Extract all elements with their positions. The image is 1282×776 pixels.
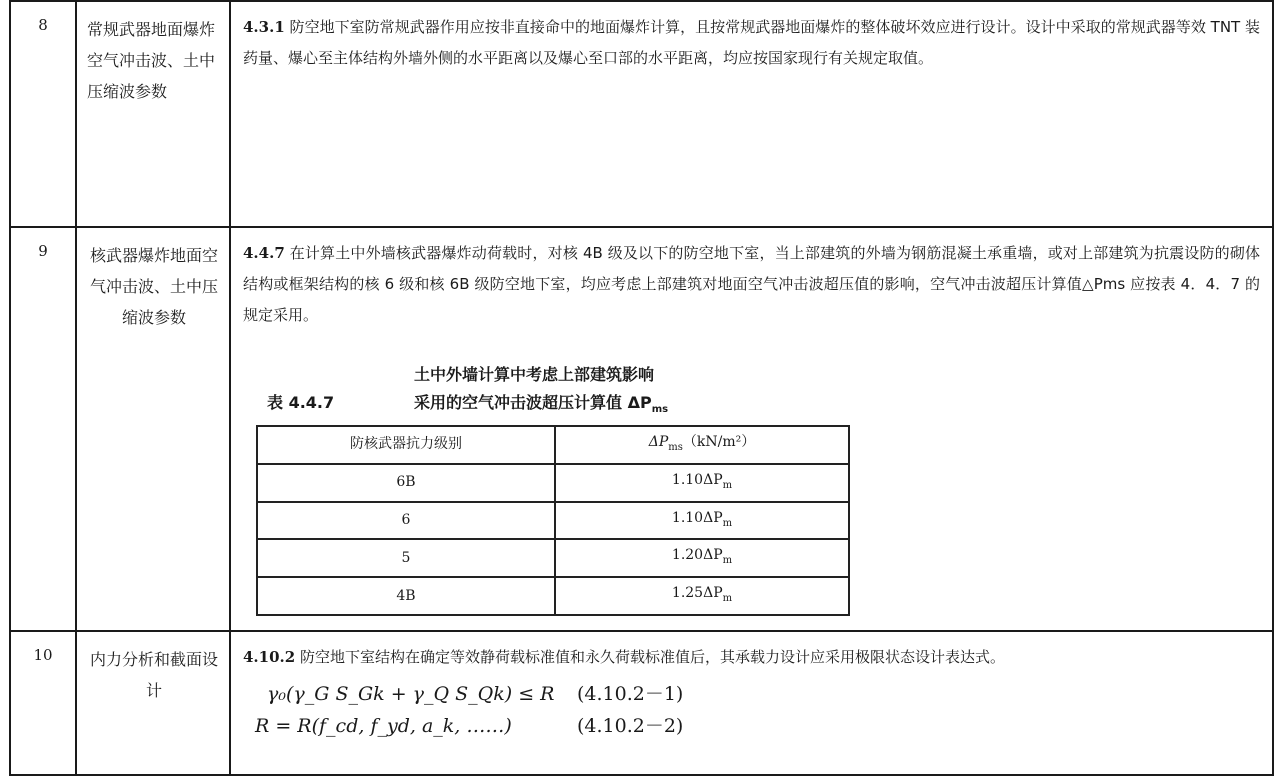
overpressure-value: $1.25\Delta P_m$ bbox=[555, 577, 849, 615]
formula-tag: (4.10.2－2) bbox=[577, 715, 684, 737]
clause-text bbox=[230, 1, 1273, 227]
resistance-level: 5 bbox=[257, 539, 555, 577]
subtable-number: 表 4.4.7 bbox=[267, 393, 335, 412]
clause-body: 防空地下室结构在确定等效静荷载标准值和永久荷载标准值后，其承载力设计应采用极限状态设计表达式。 bbox=[295, 648, 1005, 666]
item-name: 核武器爆炸地面空气冲击波、土中压缩波参数 bbox=[76, 227, 230, 631]
table-row bbox=[257, 539, 849, 577]
clause-number: 4.3.1 bbox=[243, 18, 285, 36]
clause-text bbox=[230, 631, 1273, 775]
clause-body: 防空地下室防常规武器作用应按非直接命中的地面爆炸计算，且按常规武器地面爆炸的整体破坏效应进行设计。设计中采取的常规武器等效 TNT 装药量、爆心至主体结构外墙外侧的水平距离以及爆心至口部的水平距离，均应按国家现行有关规定取值。 bbox=[243, 18, 1260, 67]
header-overpressure: $\Delta P_{ms}(kN/m^2)$ bbox=[555, 426, 849, 464]
row-number: 9 bbox=[10, 227, 76, 631]
formula-equation: γ₀(γ_G S_Gk + γ_Q S_Qk) ≤ R bbox=[267, 683, 555, 705]
table-row bbox=[10, 1, 1273, 227]
overpressure-value: $1.20\Delta P_m$ bbox=[555, 539, 849, 577]
overpressure-table bbox=[256, 425, 850, 616]
item-name: 常规武器地面爆炸空气冲击波、土中压缩波参数 bbox=[76, 1, 230, 227]
formula-row bbox=[243, 711, 1260, 743]
subtable-title-line1: 土中外墙计算中考虑上部建筑影响 bbox=[414, 365, 655, 384]
subtable-title-line2: 采用的空气冲击波超压计算值 $\Delta P_{ms}$ bbox=[414, 393, 669, 416]
table-row bbox=[257, 502, 849, 540]
clause-text bbox=[230, 227, 1273, 631]
formula-tag: (4.10.2－1) bbox=[577, 683, 684, 705]
table-row bbox=[10, 631, 1273, 775]
table-header-row bbox=[257, 426, 849, 464]
resistance-level: 6 bbox=[257, 502, 555, 540]
table-row bbox=[257, 577, 849, 615]
row-number: 8 bbox=[10, 1, 76, 227]
resistance-level: 6B bbox=[257, 464, 555, 502]
table-row bbox=[10, 227, 1273, 631]
clause-table bbox=[9, 0, 1274, 776]
overpressure-value: $1.10\Delta P_m$ bbox=[555, 464, 849, 502]
header-resistance-level: 防核武器抗力级别 bbox=[257, 426, 555, 464]
table-row bbox=[257, 464, 849, 502]
clause-body: 在计算土中外墙核武器爆炸动荷载时，对核 4B 级及以下的防空地下室，当上部建筑的外墙为钢筋混凝土承重墙，或对上部建筑为抗震设防的砌体结构或框架结构的核 6 级和核 6B 级防空地下室，均应考虑上部建筑对地面空气冲击波超压值的影响，空气冲击波超压计算值△Pms 应按表 4．4．7 的规定采用。 bbox=[243, 244, 1260, 324]
formula-row bbox=[243, 679, 1260, 711]
overpressure-value: $1.10\Delta P_m$ bbox=[555, 502, 849, 540]
subtable-caption bbox=[243, 359, 1260, 419]
row-number: 10 bbox=[10, 631, 76, 775]
formula-equation: R = R(f_cd, f_yd, a_k, ……) bbox=[255, 715, 512, 737]
clause-number: 4.4.7 bbox=[243, 244, 285, 262]
resistance-level: 4B bbox=[257, 577, 555, 615]
item-name: 内力分析和截面设计 bbox=[76, 631, 230, 775]
clause-number: 4.10.2 bbox=[243, 648, 296, 666]
